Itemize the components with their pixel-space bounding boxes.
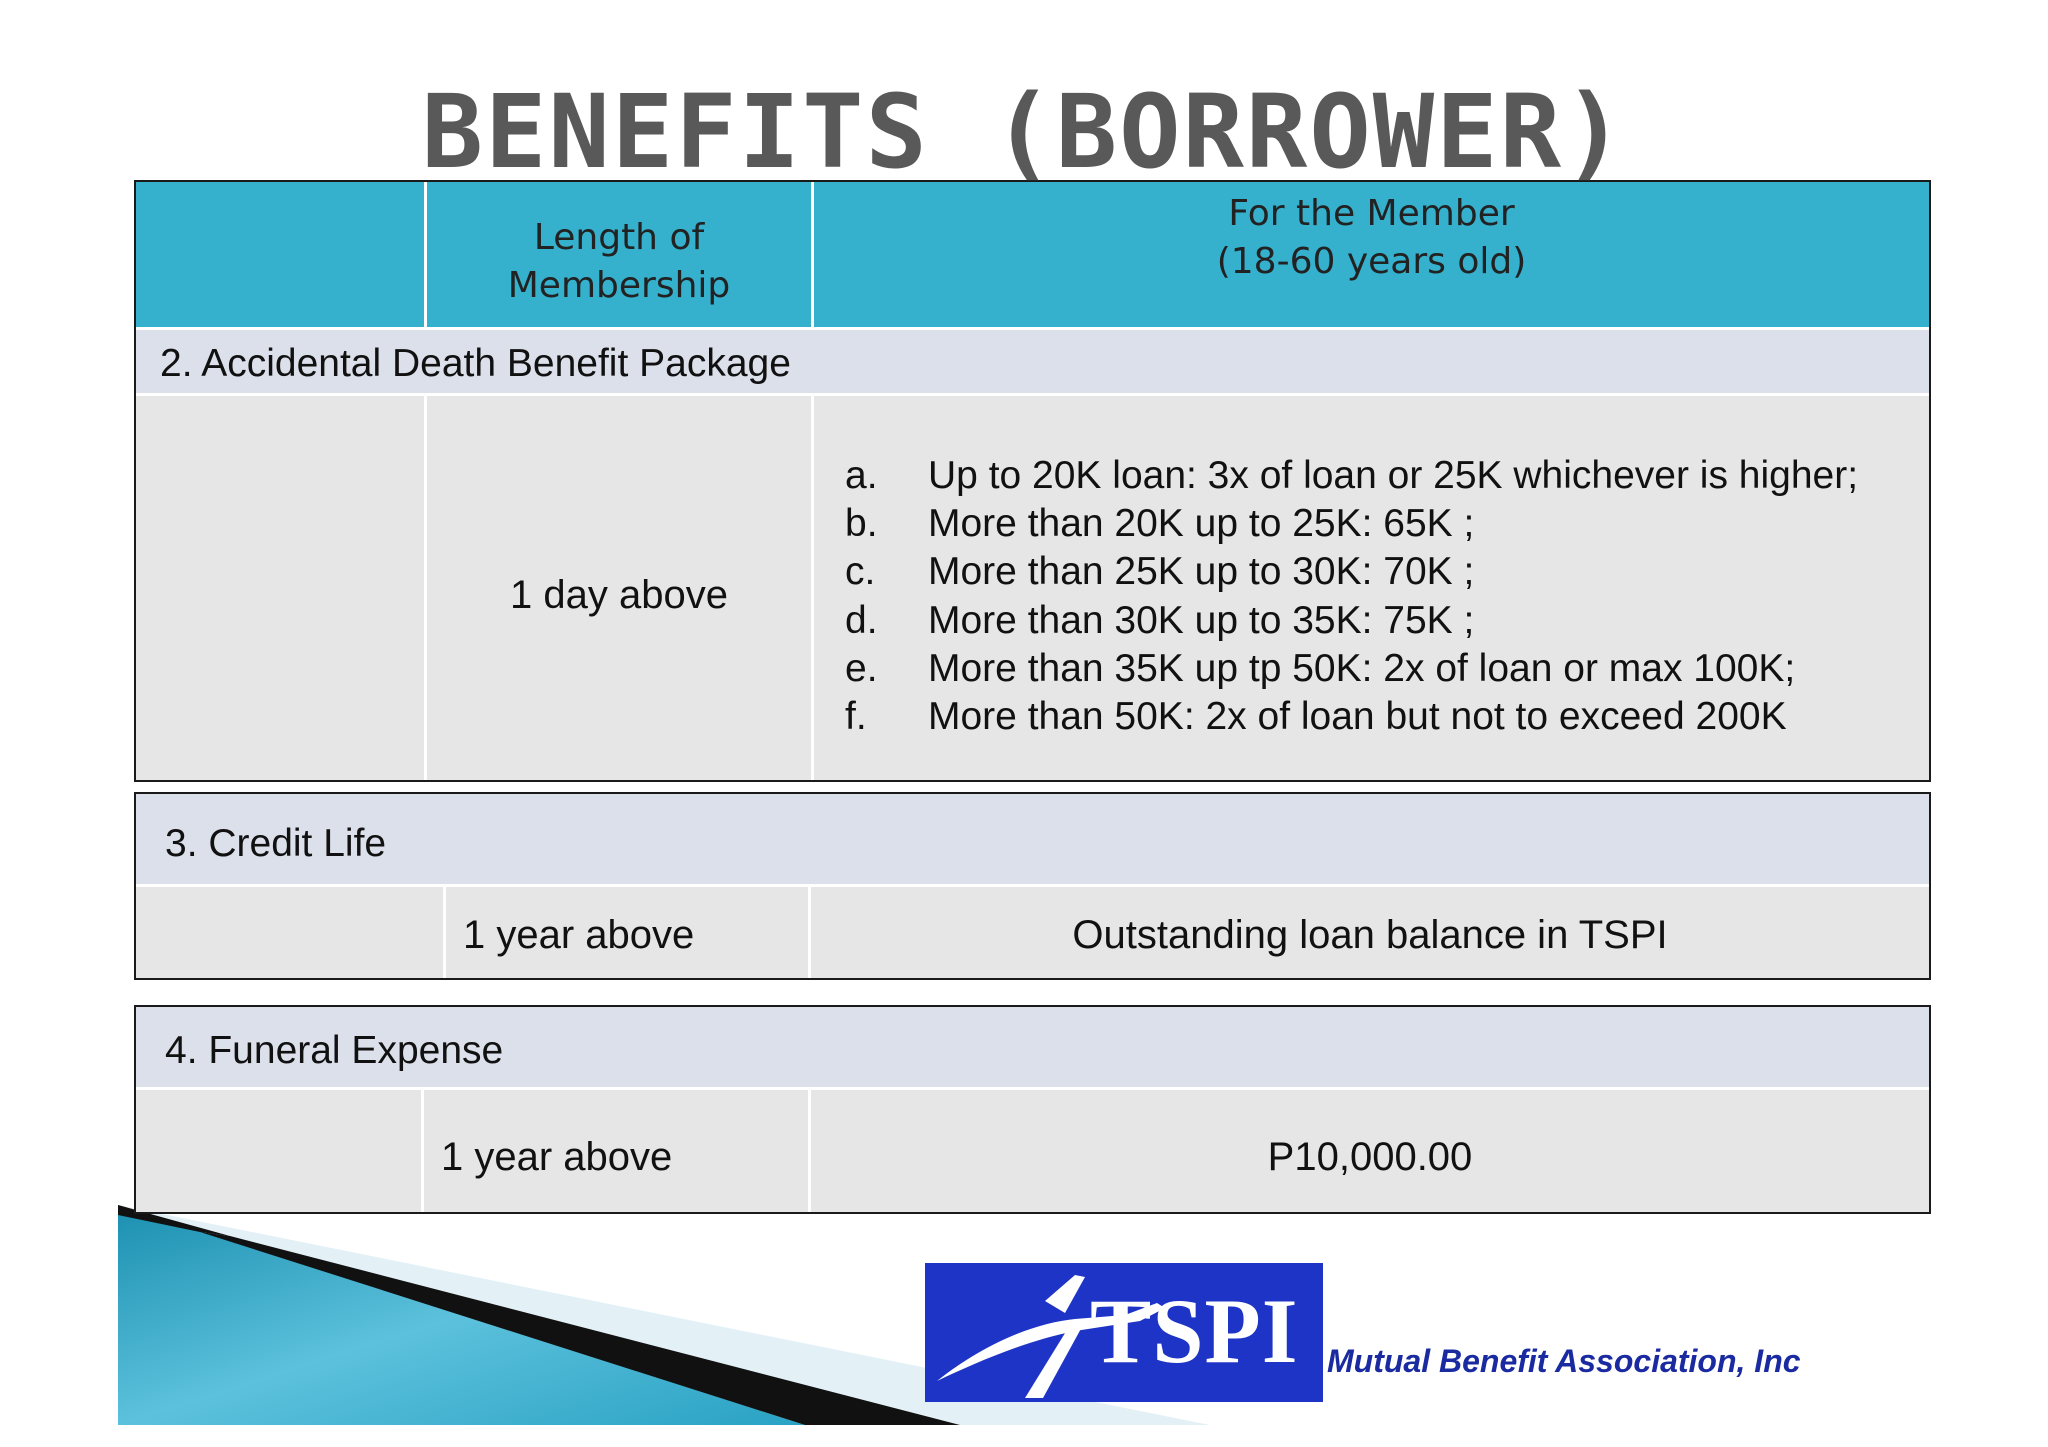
list-marker: b. [845,502,878,545]
list-marker: f. [845,695,867,738]
header-member-line1: For the Member [1228,193,1515,234]
header-length-line1: Length of [533,217,705,258]
list-marker: a. [845,454,878,497]
list-marker: c. [845,550,876,593]
section-title: 2. Accidental Death Benefit Package [160,342,791,385]
column-divider [443,887,446,978]
list-text: More than 20K up to 25K: 65K ; [928,502,1475,545]
header-for-the-member [814,190,1929,286]
section-funeral-expense [136,1007,1929,1087]
benefit-amount: P10,000.00 [1267,1135,1473,1179]
list-text: More than 50K: 2x of loan but not to exceed 200K [928,695,1787,738]
list-item [845,454,1925,498]
benefits-table-credit-life [134,792,1931,980]
section-title: 4. Funeral Expense [165,1029,504,1072]
list-item [845,647,1925,691]
benefit-amount: Outstanding loan balance in TSPI [1072,913,1668,957]
tspi-logo [925,1263,1323,1402]
list-marker: e. [845,647,878,690]
membership-length: 1 year above [463,913,695,957]
membership-length: 1 year above [441,1135,673,1179]
header-member-line2: (18-60 years old) [1216,241,1527,282]
logo-text: TSPI [1090,1280,1299,1382]
list-text: More than 35K up tp 50K: 2x of loan or max 100K; [928,647,1796,690]
organization-name: Mutual Benefit Association, Inc [1327,1343,1801,1379]
list-item [845,695,1925,739]
list-text: Up to 20K loan: 3x of loan or 25K whichever is higher; [928,454,1859,497]
row-separator [136,1087,1929,1090]
column-divider [421,1090,424,1212]
list-item [845,550,1925,594]
list-text: More than 30K up to 35K: 75K ; [928,599,1475,642]
benefits-table-funeral [134,1005,1931,1214]
section-title: 3. Credit Life [165,822,387,865]
list-item [845,502,1925,546]
page-title: BENEFITS (BORROWER) [421,73,1627,192]
list-item [845,599,1925,643]
header-length-line2: Membership [507,265,731,306]
row-separator [136,393,1929,396]
membership-length: 1 day above [510,573,728,617]
list-text: More than 25K up to 30K: 70K ; [928,550,1475,593]
section-accidental-death [136,330,1929,393]
list-marker: d. [845,599,878,642]
header-length-of-membership [427,214,811,310]
row-separator [136,884,1929,887]
benefits-table-accidental [134,180,1931,782]
section-credit-life [136,794,1929,884]
